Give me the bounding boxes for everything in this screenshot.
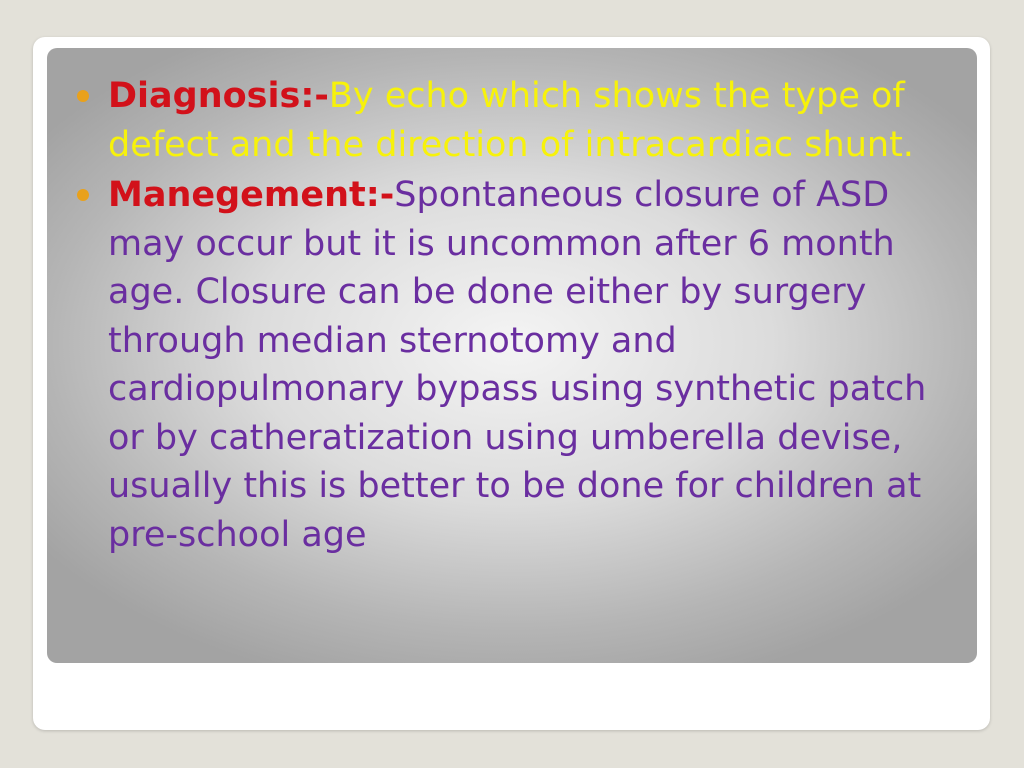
management-text: Spontaneous closure of ASD may occur but it is uncommon after 6 month age. Closure can be done either by surgery through median sternotomy and cardiopulmonary bypass using synthetic patch or by catheratization using umberella devise, usually this is better to be done for children at pre-school age xyxy=(108,175,927,555)
bullet-dot-icon xyxy=(77,189,89,201)
list-item-diagnosis xyxy=(47,72,977,169)
bullet-list xyxy=(47,72,977,559)
list-item-management xyxy=(47,171,977,559)
diagnosis-text: By echo which shows the type of defect and the direction of intracardiac shunt. xyxy=(108,76,914,165)
diagnosis-heading: Diagnosis:- xyxy=(108,76,329,116)
content-panel xyxy=(47,48,977,663)
management-heading: Manegement:- xyxy=(108,175,395,215)
bullet-dot-icon xyxy=(77,90,89,102)
